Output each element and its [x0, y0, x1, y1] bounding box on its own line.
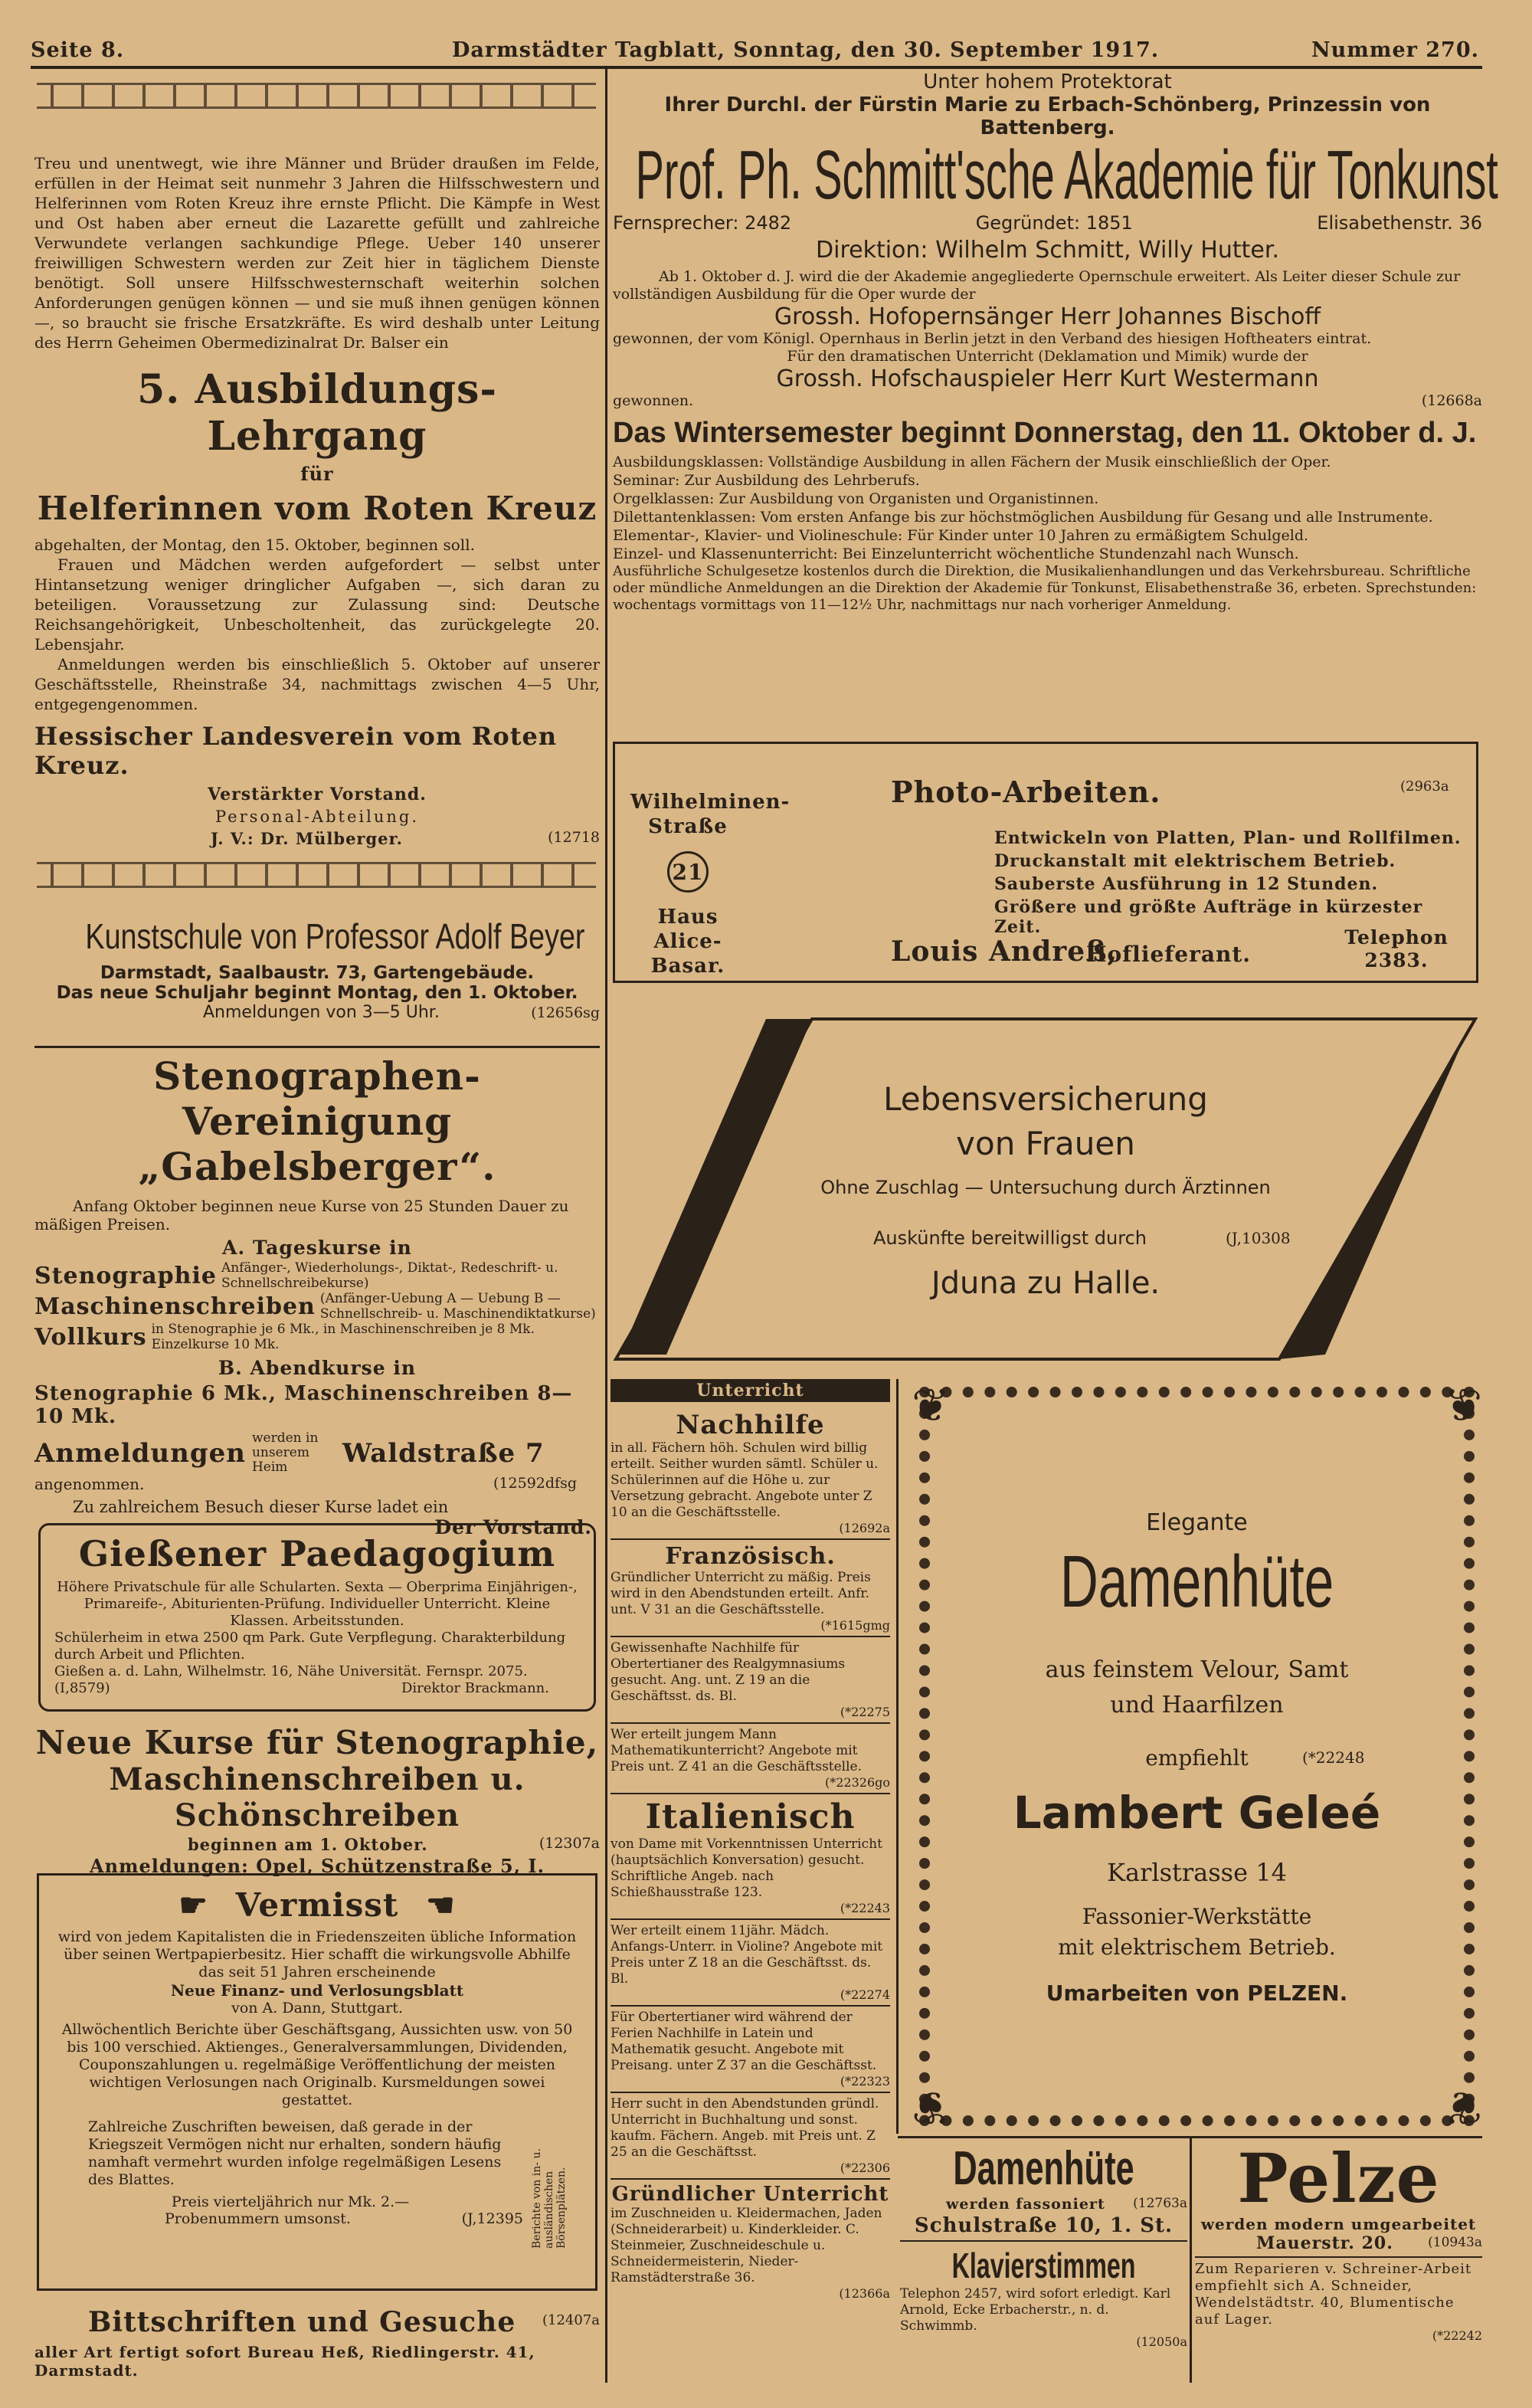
bittschriften-line: aller Art fertigt sofort Bureau Heß, Riedlingerstr. 41, Darmstadt.	[34, 2343, 535, 2380]
steno-b: B. Abendkurse in	[218, 1357, 416, 1379]
gelee-f2: mit elektrischem Betrieb.	[1058, 1935, 1336, 1960]
unterricht-a1-body: in all. Fächern höh. Schulen wird billig erteilt. Seither wurden sämtl. Schüler u. Schülerinnen auf die Höhe u. zur Versetzung gebracht. Angebote unter Z 10 an die Geschäftsstelle.	[611, 1440, 879, 1520]
steno-r3-label: Vollkurs	[34, 1323, 147, 1351]
rotkreuz-abteilung: Personal-Abteilung.	[214, 808, 419, 826]
corner-ornament-tl-icon: ❦	[912, 1379, 951, 1433]
akademie-ad	[613, 70, 1498, 614]
paper-title: Darmstädter Tagblatt, Sonntag, den 30. September 1917.	[452, 38, 1160, 62]
unterricht-a8-code: (*22306	[840, 2161, 890, 2175]
rotkreuz-title: 5. Ausbildungs-Lehrgang	[137, 366, 497, 460]
akademie-l5: Elementar-, Klavier- und Violineschule: Für Kinder unter 10 Jahren zu ermäßigtem Schulgeld.	[613, 527, 1309, 544]
akademie-gegr: Gegründet: 1851	[975, 212, 1133, 234]
pelze-title: Pelze	[1237, 2138, 1440, 2218]
rotkreuz-ad	[34, 153, 600, 850]
steno-invite: Zu zahlreichem Besuch dieser Kurse ladet ein	[73, 1498, 449, 1516]
beyer-code: (12656sg	[531, 1004, 600, 1021]
photo-code: (2963a	[1400, 778, 1449, 794]
unterricht-a2-code: (*1615gmg	[820, 1618, 890, 1633]
akademie-title: Prof. Ph. Schmitt'sche Akademie für Tonkunst	[635, 137, 1498, 214]
unterricht-rule-5	[611, 1918, 890, 1920]
photo-title: Photo-Arbeiten.	[891, 775, 1161, 809]
klavier-title: Klavierstimmen	[951, 2246, 1136, 2285]
corner-ornament-br-icon: ❦	[1443, 2080, 1482, 2134]
pelze-rule	[1195, 2256, 1482, 2258]
gelee-code: (*22248	[1302, 1748, 1365, 1767]
ornament-top-left	[37, 83, 596, 109]
klavier-body: Telephon 2457, wird sofort erledigt. Karl Arnold, Ecke Erbacherstr., n. d. Schwimmb.	[900, 2286, 1171, 2334]
rotkreuz-date: abgehalten, der Montag, den 15. Oktober, beginnen soll.	[34, 536, 475, 554]
damenhuete2-sub: werden fassoniert	[946, 2196, 1105, 2213]
beyer-addr: Darmstadt, Saalbaustr. 73, Gartengebäude.	[100, 963, 535, 983]
unterricht-rule-6	[611, 2005, 890, 2007]
giessen-body: Höhere Privatschule für alle Schularten. Sexta — Oberprima Einjährigen-, Primareife-, Abiturienten-Prüfung. Individueller Unterricht. Kleine Klassen. Arbeitsstunden.	[57, 1579, 578, 1629]
akademie-l7: Ausführliche Schulgesetze kostenlos durch die Direktion, die Musikalienhandlungen und das Verkehrsbureau. Schriftliche oder mündliche Anmeldungen an die Direktion der Akademie für Tonkunst, Elisabethenstraße 36, erbeten. Sprechstunden: wochentags vormittags von 11—12½ Uhr, nachmittags nur nach vorheriger Anmeldung.	[613, 563, 1477, 613]
iduna-sub: Ohne Zuschlag — Untersuchung durch Ärztinnen	[820, 1177, 1271, 1198]
steno-a: A. Tageskurse in	[222, 1237, 412, 1259]
bottom-right-middle-rule	[1190, 2138, 1192, 2383]
gelee-addr: Karlstrasse 14	[1107, 1858, 1287, 1887]
photo-ad	[613, 742, 1478, 983]
unterricht-label: Unterricht	[611, 1379, 890, 1402]
steno-code: (12592dfsg	[493, 1475, 577, 1492]
akademie-l3: Orgelklassen: Zur Ausbildung von Organisten und Organistinnen.	[613, 490, 1099, 507]
damenhuete2-code: (12763a	[1133, 2196, 1187, 2211]
neuekurse-title1: Neue Kurse für Stenographie,	[35, 1724, 599, 1761]
photo-haus: Haus Alice-Basar.	[650, 906, 725, 978]
pelze-sub: werden modern umgearbeitet	[1200, 2215, 1477, 2233]
steno-title: Stenographen-Vereinigung	[153, 1053, 481, 1144]
photo-l4: Größere und größte Aufträge in kürzester Zeit.	[994, 897, 1423, 937]
akademie-elis: Elisabethenstr. 36	[1317, 212, 1482, 234]
steno-r3-text: in Stenographie je 6 Mk., in Maschinenschreiben je 8 Mk. Einzelkurse 10 Mk.	[151, 1322, 535, 1352]
vermisst-verlag: von A. Dann, Stuttgart.	[231, 2000, 403, 2016]
unterricht-rule-1	[611, 1538, 890, 1540]
photo-l1: Entwickeln von Platten, Plan- und Rollfilmen.	[994, 828, 1462, 848]
unterricht-rule-2	[611, 1636, 890, 1637]
steno-r2-text: (Anfänger-Uebung A — Uebung B — Schnellschreib- u. Maschinendiktatkurse)	[319, 1291, 596, 1322]
steno-b-line: Stenographie 6 Mk., Maschinenschreiben 8—10 Mk.	[34, 1382, 573, 1428]
unterricht-a7: Für Obertertianer wird während der Ferien Nachhilfe in Latein und Mathematik gesucht. Angebote mit Preisang. unter Z 37 an die Geschäftsst.	[611, 2010, 877, 2073]
vermisst-ad	[37, 1873, 597, 2291]
akademie-p1: Ab 1. Oktober d. J. wird die der Akademie angegliederte Opernschule erweitert. Als Leiter dieser Schule zur vollständigen Ausbildung für die Oper wurde der	[613, 268, 1461, 303]
akademie-p2: gewonnen, der vom Königl. Opernhaus in Berlin jetzt in den Verband des hiesigen Hoftheaters eintrat.	[613, 330, 1372, 347]
iduna-code: (J,10308	[1226, 1229, 1291, 1247]
unterricht-rule-3	[611, 1722, 890, 1724]
steno-angenommen: angenommen.	[34, 1475, 145, 1493]
steno-anm-label: Anmeldungen	[34, 1437, 246, 1469]
giessen-schuelerheim: Schülerheim in etwa 2500 qm Park. Gute Verpflegung. Charakterbildung durch Arbeit und Pflichten.	[54, 1630, 566, 1663]
rotkreuz-body: Frauen und Mädchen werden aufgefordert — selbst unter Hintansetzung weniger dringlicher Aufgaben —, sich daran zu beteiligen. Voraussetzung zur Zulassung sind: Deutsche Reichsangehörigkeit, Unbescholtenheit, das zurückgelegte 20. Lebensjahr.	[34, 555, 600, 654]
damenhuete2-title: Damenhüte	[953, 2142, 1134, 2195]
gelee-elegante: Elegante	[1146, 1509, 1248, 1536]
iduna-t2: von Frauen	[956, 1125, 1135, 1162]
akademie-l2: Seminar: Zur Ausbildung des Lehrberufs.	[613, 472, 920, 489]
schreiner-body: Zum Reparieren v. Schreiner-Arbeit empfiehlt sich A. Schneider, Wendelstädtstr. 40, Blumentische auf Lager.	[1195, 2261, 1472, 2328]
unterricht-a5-title: Italienisch	[645, 1797, 856, 1836]
gelee-mat1: aus feinstem Velour, Samt	[1045, 1656, 1349, 1683]
photo-tel: Telephon 2383.	[1344, 926, 1449, 971]
unterricht-separator	[896, 1379, 899, 2134]
unterricht-a5-body: von Dame mit Vorkenntnissen Unterricht (hauptsächlich Konversation) gesucht. Schriftliche Angeb. nach Schießhausstraße 123.	[611, 1836, 882, 1900]
unterricht-a3: Gewissenhafte Nachhilfe für Obertertianer des Realgymnasiums gesucht. Ang. unt. Z 19 an die Geschäftsst. ds. Bl.	[611, 1640, 846, 1704]
neuekurse-title2: Maschinenschreiben u. Schönschreiben	[109, 1761, 525, 1833]
steno-r2-label: Maschinenschreiben	[34, 1292, 316, 1320]
steno-r1-text: Anfänger-, Wiederholungs-, Diktat-, Redeschrift- u. Schnellschreibekurse)	[221, 1260, 558, 1291]
beyer-start: Das neue Schuljahr beginnt Montag, den 1. Oktober.	[56, 983, 578, 1003]
iduna-ad	[613, 1013, 1478, 1365]
issue-number: Nummer 270.	[1311, 38, 1480, 62]
akademie-fern: Fernsprecher: 2482	[613, 212, 792, 234]
akademie-l6: Einzel- und Klassenunterricht: Bei Einzelunterricht wöchentliche Stundenzahl nach Wunsch.	[613, 545, 1299, 562]
steno-sign: Der Vorstand.	[434, 1516, 592, 1538]
neuekurse-begin: beginnen am 1. Oktober.	[188, 1835, 428, 1854]
giessen-addr: Gießen a. d. Lahn, Wilhelmstr. 16, Nähe Universität. Fernspr. 2075.	[54, 1663, 528, 1679]
rotkreuz-subtitle: Helferinnen vom Roten Kreuz	[37, 490, 597, 527]
column-separator	[605, 69, 607, 2383]
corner-ornament-bl-icon: ❦	[912, 2080, 951, 2134]
akademie-gewonnen: gewonnen.	[613, 392, 694, 409]
steno-anm-mid: werden in unserem Heim	[251, 1430, 319, 1475]
photo-hof: Hoflieferant.	[1086, 942, 1252, 967]
steno-anm-addr: Waldstraße 7	[342, 1437, 545, 1469]
pelze-addr: Mauerstr. 20.	[1256, 2233, 1393, 2253]
vermisst-code: (J,12395	[461, 2210, 523, 2227]
photo-l3: Sauberste Ausführung in 12 Stunden.	[994, 874, 1379, 894]
corner-ornament-tr-icon: ❦	[1443, 1379, 1482, 1433]
akademie-code: (12668a	[1421, 392, 1482, 409]
pelze-code: (10943a	[1428, 2235, 1482, 2250]
pointing-hand-left-icon: ☛	[178, 1886, 209, 1924]
akademie-p3: Für den dramatischen Unterricht (Deklamation und Mimik) wurde der	[787, 348, 1308, 365]
steno-ad	[34, 1053, 600, 1538]
gelee-mat2: und Haarfilzen	[1110, 1692, 1284, 1718]
unterricht-a5-code: (*22243	[840, 1901, 890, 1915]
giessen-ad	[38, 1523, 596, 1712]
iduna-ausk: Auskünfte bereitwilligst durch	[873, 1227, 1147, 1249]
photo-l2: Druckanstalt mit elektrischem Betrieb.	[994, 851, 1396, 871]
unterricht-a9-title: Gründlicher Unterricht	[611, 2183, 889, 2206]
gelee-title: Damenhüte	[1059, 1541, 1334, 1623]
rotkreuz-code: (12718	[548, 829, 600, 846]
steno-intro: Anfang Oktober beginnen neue Kurse von 25 Stunden Dauer zu mäßigen Preisen.	[34, 1197, 569, 1233]
akademie-westermann: Grossh. Hofschauspieler Herr Kurt Westermann	[776, 365, 1319, 392]
pointing-hand-right-icon: ☚	[425, 1886, 456, 1924]
giessen-title: Gießener Paedagogium	[78, 1533, 556, 1574]
unterricht-a6: Wer erteilt einem 11jähr. Mädch. Anfangs-Unterr. in Violine? Angebote mit Preis unter Z 18 an die Geschäftsst. ds. Bl.	[611, 1923, 883, 1987]
ornament-mid-left	[37, 862, 596, 888]
unterricht-rule-4	[611, 1793, 890, 1794]
unterricht-column	[611, 1379, 890, 2301]
rotkreuz-fuer: für	[300, 463, 334, 485]
klavier-code: (12050a	[1136, 2334, 1187, 2349]
unterricht-rule-8	[611, 2178, 890, 2180]
vermisst-p1: wird von jedem Kapitalisten die in Friedenszeiten übliche Information über seinen Wertpapierbesitz. Hier schafft die wirkungsvolle Abhilfe das seit 51 Jahren erscheinende	[57, 1928, 577, 1980]
bittschriften-ad	[34, 2306, 600, 2380]
vermisst-probe: Probenummern umsonst.	[165, 2210, 351, 2227]
iduna-name: Jduna zu Halle.	[931, 1266, 1160, 1301]
vermisst-title-text: Vermisst	[235, 1886, 399, 1924]
akademie-l1: Ausbildungsklassen: Vollständige Ausbildung in allen Fächern der Musik einschließlich der Oper.	[613, 454, 1331, 470]
unterricht-a2-title: Französisch.	[665, 1543, 836, 1570]
unterricht-a7-code: (*22323	[840, 2074, 890, 2089]
akademie-bischoff: Grossh. Hofopernsänger Herr Johannes Bischoff	[774, 303, 1321, 330]
neuekurse-code: (12307a	[538, 1835, 600, 1852]
unterricht-a2-body: Gründlicher Unterricht zu mäßig. Preis wird in den Abendstunden erteilt. Anfr. unt. V 31 an die Geschäftsstelle.	[611, 1570, 871, 1617]
iduna-t1: Lebensversicherung	[883, 1080, 1208, 1118]
unterricht-a8: Herr sucht in den Abendstunden gründl. Unterricht in Buchhaltung und sonst. kaufm. Fächern. Angeb. mit Preis unt. Z 25 an die Geschäftsst.	[611, 2096, 879, 2160]
page-number: Seite 8.	[31, 38, 125, 62]
vermisst-side: Berichte von in- u. ausländischen Börsenplätzen.	[531, 2148, 568, 2249]
damenhuete2-rule	[900, 2240, 1187, 2242]
unterricht-a3-code: (*22275	[840, 1705, 890, 1719]
neuekurse-ad	[34, 1724, 600, 1877]
gelee-f1: Fassonier-Werkstätte	[1082, 1904, 1312, 1929]
vermisst-p2: Allwöchentlich Berichte über Geschäftsgang, Aussichten usw. von 50 bis 100 verschied. Aktienges., Generalversammlungen, Dividenden, Couponszahlungen u. regelmäßige Veröffentlichung der meisten wichtigen Verlosungen nach Originalb. Kursmeldungen sowei gestattet.	[61, 2021, 573, 2108]
unterricht-a4: Wer erteilt jungem Mann Mathematikunterricht? Angebote mit Preis unt. Z 41 an die Geschäftsstelle.	[611, 1727, 863, 1774]
gelee-empf: empfiehlt	[1145, 1745, 1249, 1771]
header-rule	[31, 66, 1482, 69]
unterricht-a9-body: im Zuschneiden u. Kleidermachen, Jaden (Schneiderarbeit) u. Kinderkleider. C. Steinmeier, Zuschneideschule u. Schneidermeisterin, Nieder-Ramstädterstraße 36.	[611, 2206, 882, 2285]
bittschriften-title: Bittschriften und Gesuche	[88, 2306, 516, 2338]
gelee-pelz: Umarbeiten von PELZEN.	[1046, 1980, 1348, 2006]
unterricht-a4-code: (*22326go	[824, 1775, 890, 1790]
photo-num: 21	[667, 851, 709, 893]
vermisst-p3: Zahlreiche Zuschriften beweisen, daß gerade in der Kriegszeit Vermögen nicht nur erhalten, sondern häufig namhaft vermehrt wurden infolge regelmäßigen Lesens des Blattes.	[88, 2118, 502, 2188]
pelze-ad	[1195, 2138, 1482, 2343]
akademie-l4: Dilettantenklassen: Vom ersten Anfange bis zur höchstmöglichen Ausbildung für Gesang und alle Instrumente.	[613, 509, 1433, 526]
steno-r1-label: Stenographie	[34, 1262, 217, 1289]
damenhuete2-addr: Schulstraße 10, 1. St.	[914, 2214, 1174, 2237]
photo-name: Louis Andreß,	[891, 935, 1118, 968]
damenhuete2-ad	[900, 2141, 1187, 2349]
unterricht-a1-title: Nachhilfe	[676, 1410, 825, 1440]
unterricht-a1-code: (12692a	[839, 1521, 890, 1535]
rule-beyer	[34, 1046, 600, 1048]
rotkreuz-verein: Hessischer Landesverein vom Roten Kreuz.	[34, 722, 558, 780]
vermisst-blatt: Neue Finanz- und Verlosungsblatt	[170, 1981, 464, 2000]
vermisst-title	[57, 1886, 577, 1924]
rotkreuz-intro: Treu und unentwegt, wie ihre Männer und Brüder draußen im Felde, erfüllen in der Heimat seit nunmehr 3 Jahren die Hilfsschwestern und Helferinnen vom Roten Kreuz ihre ernste Pflicht. Die Kämpfe in West und Ost haben aber erneut die Lazarette gefüllt und zahlreiche Verwundete verlangen sachkundige Pflege. Ueber 140 unserer freiwilligen Schwestern werden zur Zeit hier in täglichem Dienste benötigt. Soll unsere Hilfsschwesternschaft weiterhin solchen Anforderungen genügen können — und sie muß ihnen genügen können —, so braucht sie frische Ersatzkräfte. Es wird deshalb unter Leitung des Herrn Geheimen Obermedizinalrat Dr. Balser ein	[34, 154, 600, 352]
steno-title2: „Gabelsberger“.	[138, 1144, 496, 1189]
unterricht-a6-code: (*22274	[840, 1987, 890, 2002]
akademie-prot: Unter hohem Protektorat	[923, 70, 1172, 93]
rotkreuz-sign: J. V.: Dr. Mülberger.	[211, 829, 403, 848]
giessen-code: (I,8579)	[54, 1680, 110, 1696]
akademie-dir: Direktion: Wilhelm Schmitt, Willy Hutter.	[816, 237, 1279, 264]
beyer-title: Kunstschule von Professor Adolf Beyer	[85, 916, 585, 956]
unterricht-a9-code: (12366a	[839, 2286, 890, 2301]
akademie-winter: Das Wintersemester beginnt Donnerstag, den 11. Oktober d. J.	[613, 417, 1477, 449]
vermisst-price: Preis vierteljährich nur Mk. 2.—	[171, 2193, 410, 2210]
giessen-sign: Direktor Brackmann.	[401, 1680, 549, 1696]
neuekurse-anm: Anmeldungen: Opel, Schützenstraße 5, I.	[90, 1855, 545, 1877]
beyer-hours: Anmeldungen von 3—5 Uhr.	[203, 1003, 440, 1022]
bittschriften-code: (12407a	[542, 2312, 600, 2328]
rotkreuz-vorstand: Verstärkter Vorstand.	[208, 785, 427, 804]
unterricht-rule-7	[611, 2092, 890, 2093]
photo-street: Wilhelminen-Straße	[630, 791, 791, 838]
rotkreuz-anmeldung: Anmeldungen werden bis einschließlich 5. Oktober auf unserer Geschäftsstelle, Rheinstraße 34, nachmittags zwischen 4—5 Uhr, entgegengenommen.	[34, 655, 600, 713]
akademie-fuerstin: Ihrer Durchl. der Fürstin Marie zu Erbach-Schönberg, Prinzessin von Battenberg.	[664, 93, 1431, 139]
gelee-ad	[912, 1379, 1482, 2134]
beyer-ad	[34, 916, 600, 1024]
schreiner-code: (*22242	[1432, 2328, 1482, 2343]
gelee-name: Lambert Geleé	[1013, 1787, 1381, 1839]
